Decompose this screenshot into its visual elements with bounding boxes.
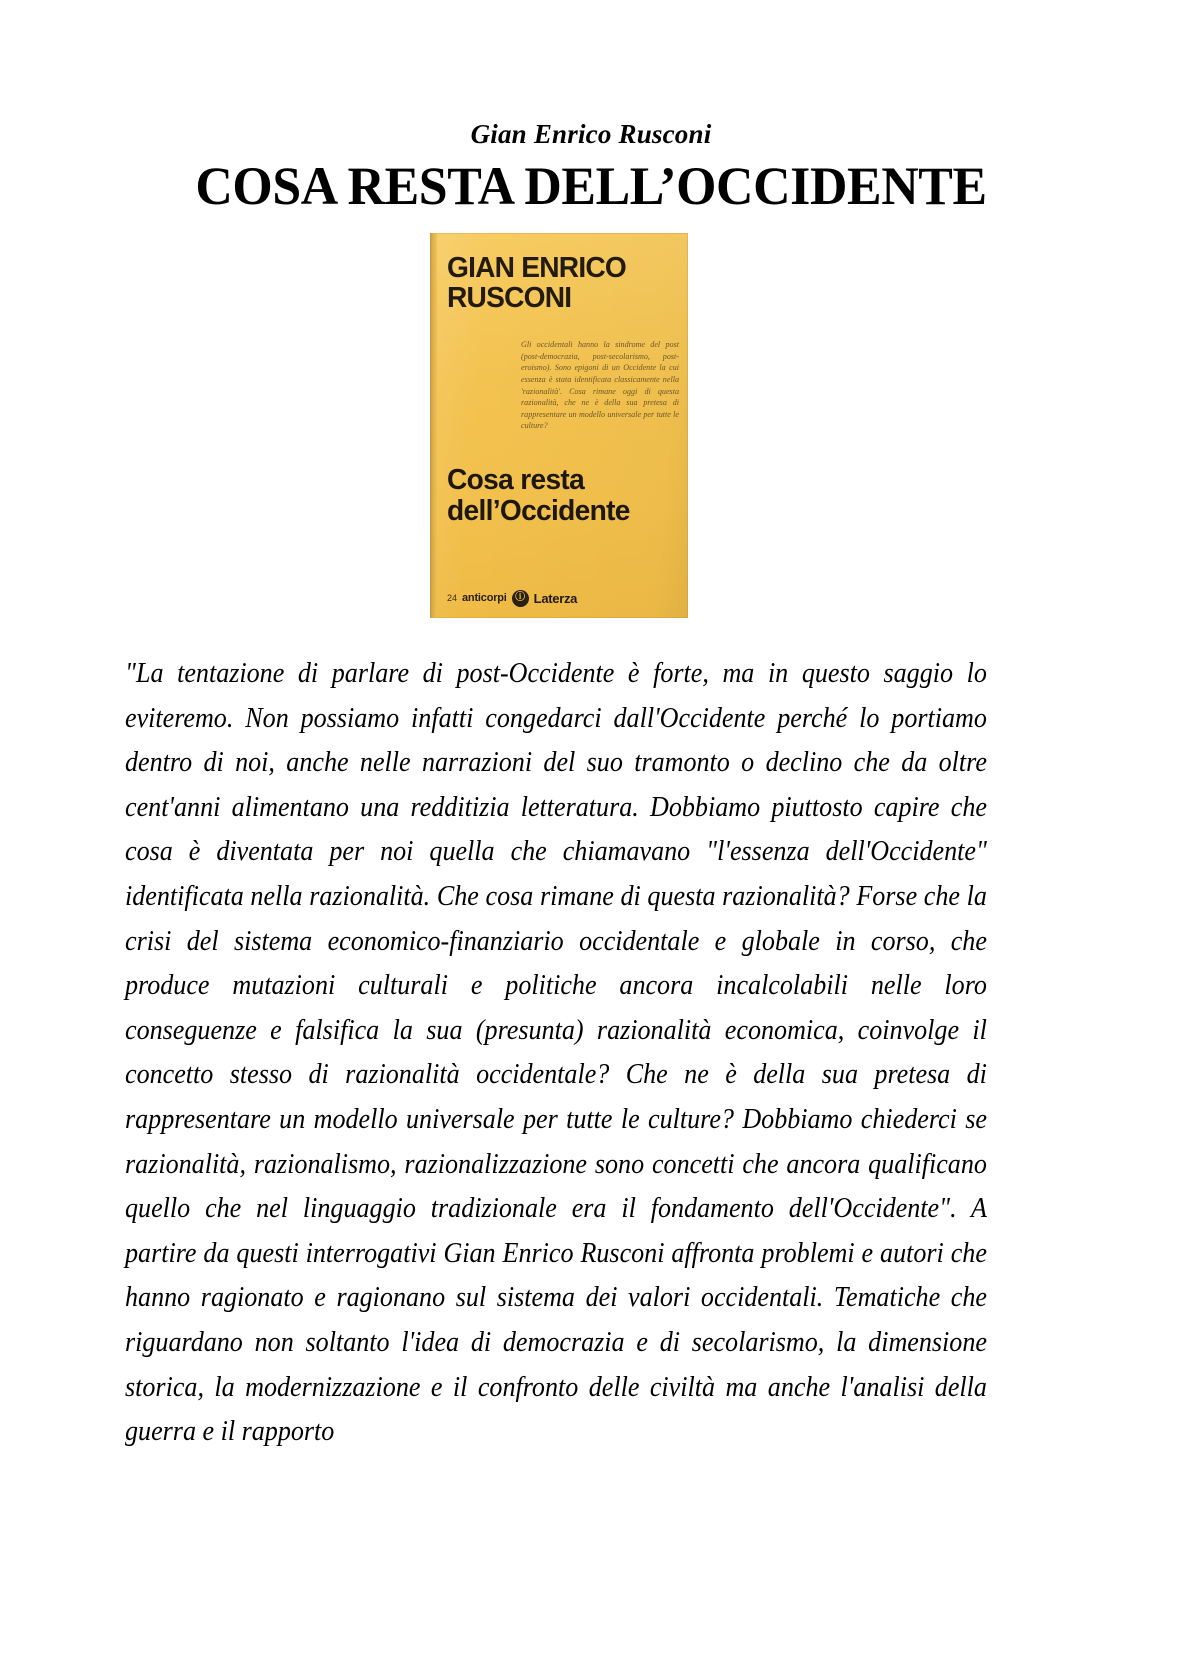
book-description-paragraph: "La tentazione di parlare di post-Occidente è forte, ma in questo saggio lo eviteremo. Non possiamo infatti congedarci dall'Occidente perché lo portiamo dentro di noi, anche nelle narrazioni del suo tramonto o declino che da oltre cent'anni alimentano una redditizia letteratura. Dobbiamo piuttosto capire che cosa è diventata per noi quella che chiamavano "l'essenza dell'Occidente" identificata nella razionalità. Che cosa rimane di questa razionalità? Forse che la crisi del sistema economico-finanziario occidentale e globale in corso, che produce mutazioni culturali e politiche ancora incalcolabili nelle loro conseguenze e falsifica la sua (presunta) razionalità economica, coinvolge il concetto stesso di razionalità occidentale? Che ne è della sua pretesa di rappresentare un modello universale per tutte le culture? Dobbiamo chiederci se razionalità, razionalismo, razionalizzazione sono concetti che ancora qualificano quello che nel linguaggio tradizionale era il fondamento dell'Occidente". A partire da questi interrogativi Gian Enrico Rusconi affronta problemi e autori che hanno ragionato e ragionano sul sistema dei valori occidentali. Tematiche che riguardano non soltanto l'idea di democrazia e di secolarismo, la dimensione storica, la modernizzazione e il confronto delle civiltà ma anche l'analisi della guerra e il rapporto — [125, 658, 987, 1448]
book-cover-image — [430, 233, 688, 618]
book-cover-content — [441, 233, 688, 618]
book-spine-edge — [430, 233, 437, 618]
cover-book-title: Cosa resta dell’Occidente — [447, 464, 630, 527]
book-cover — [430, 233, 688, 618]
page-title: COSA RESTA DELL’OCCIDENTE — [195, 156, 987, 217]
cover-publisher-strip — [447, 589, 680, 607]
publisher-logo-icon: ⓘ — [512, 590, 529, 607]
cover-author-name: GIAN ENRICO RUSCONI — [447, 252, 627, 315]
author-name: Gian Enrico Rusconi — [470, 119, 712, 149]
page-header — [0, 120, 1182, 217]
cover-publisher-name: Laterza — [533, 590, 578, 606]
cover-series-number: 24 — [447, 593, 458, 603]
cover-blurb-text: Gli occidentali hanno la sindrome del post (post-democrazia, post-secolarismo, post-eroismo). Sono epigoni di un Occidente la cui essenza è stata identificata classicamente nella 'razionalità'. Cosa rimane oggi di questa razionalità, che ne è della sua pretesa di rappresentare un modello universale per tutte le culture? — [521, 340, 679, 431]
cover-series-name: anticorpi — [462, 592, 507, 604]
